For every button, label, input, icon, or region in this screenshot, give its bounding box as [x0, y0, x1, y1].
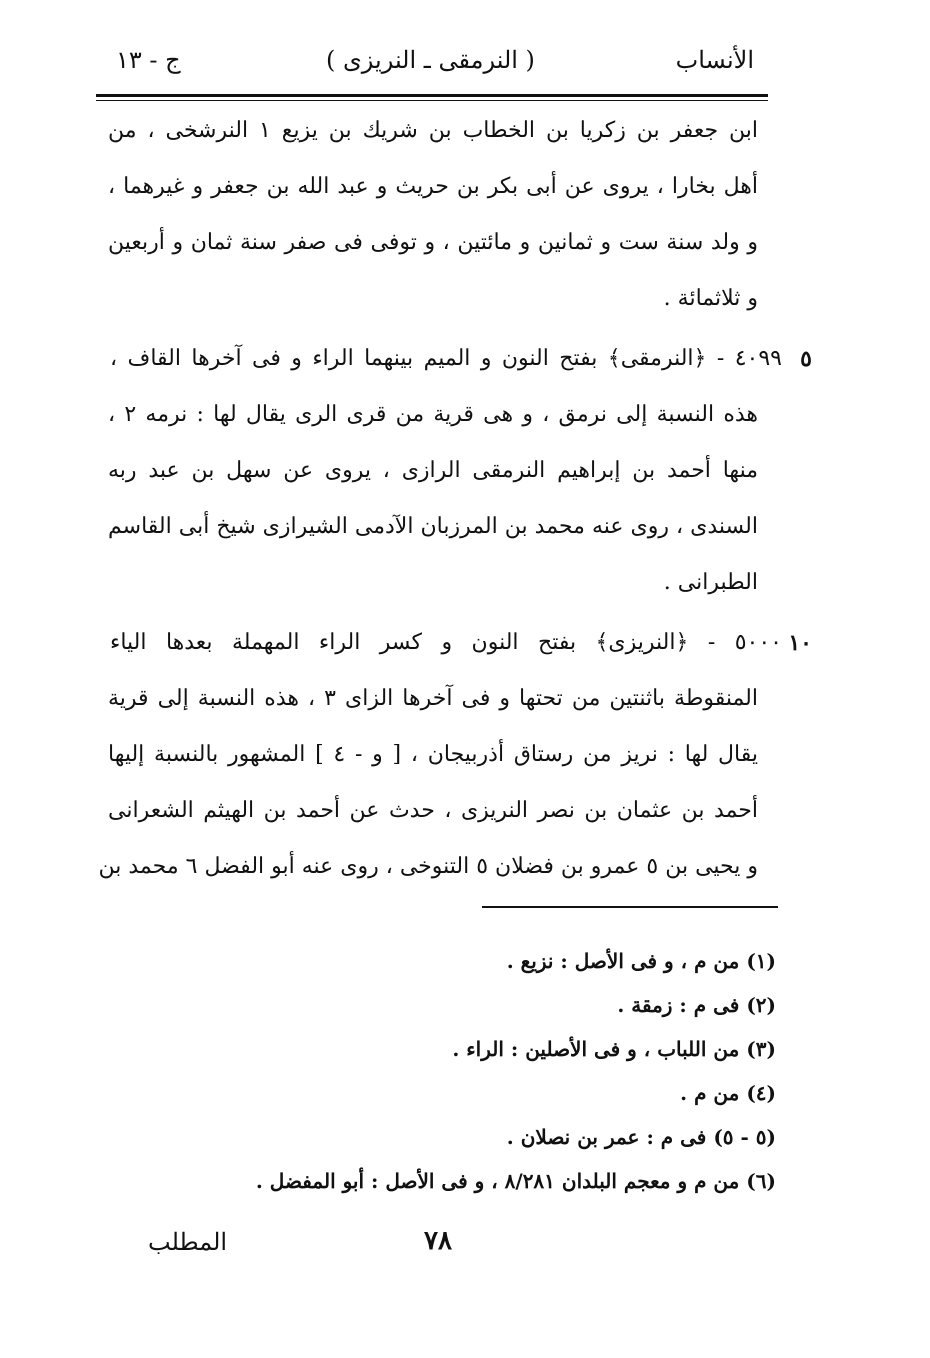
printer-signature: المطلب — [148, 1228, 228, 1256]
line-number-marker: ٥ — [800, 346, 812, 372]
header-entry-range: ( النرمقى ـ النريزى ) — [326, 46, 535, 74]
entry-heading-line: ٤٠٩٩ - ﴿النرمقى﴾ بفتح النون و الميم بينهما الراء و فى آخرها القاف ، — [110, 346, 782, 371]
text-line: الطبرانى . — [663, 570, 758, 595]
header-book-title: الأنساب — [675, 46, 754, 74]
footnote: (٦) من م و معجم البلدان ٨/٢٨١ ، و فى الأصل : أبو المفضل . — [255, 1169, 776, 1193]
footnote: (٢) فى م : زمقة . — [617, 993, 776, 1017]
text-line: يقال لها : نريز من رستاق أذربيجان ، [ و - ٤ ] المشهور بالنسبة إليها — [108, 742, 758, 767]
header-volume: ج - ١٣ — [116, 46, 181, 74]
text-line: و يحيى بن ٥ عمرو بن فضلان ٥ التنوخى ، روى عنه أبو الفضل ٦ محمد بن — [98, 854, 758, 879]
line-number-marker: ١٠ — [788, 630, 812, 656]
footnote: (٤) من م . — [680, 1081, 776, 1105]
header-rule-thin — [96, 100, 768, 101]
footnote: (١) من م ، و فى الأصل : نزيع . — [506, 949, 776, 973]
running-header — [96, 40, 760, 96]
header-rule — [96, 94, 768, 97]
text-line: هذه النسبة إلى نرمق ، و هى قرية من قرى الرى يقال لها : نرمه ٢ ، — [108, 402, 758, 427]
footnote: (٣) من اللباب ، و فى الأصلين : الراء . — [452, 1037, 776, 1061]
footnote-rule — [482, 906, 778, 908]
entry-heading-line: ٥٠٠٠ - ﴿النريزى﴾ بفتح النون و كسر الراء المهملة بعدها الياء — [110, 630, 782, 655]
text-line: أحمد بن عثمان بن نصر النريزى ، حدث عن أحمد بن الهيثم الشعرانى — [108, 798, 758, 823]
text-line: و ولد سنة ست و ثمانين و مائتين ، و توفى فى صفر سنة ثمان و أربعين — [108, 230, 758, 255]
text-line: منها أحمد بن إبراهيم النرمقى الرازى ، يروى عن سهل بن عبد ربه — [108, 458, 758, 483]
text-line: ابن جعفر بن زكريا بن الخطاب بن شريك بن يزيع ١ النرشخى ، من — [108, 118, 758, 143]
text-line: و ثلاثمائة . — [663, 286, 758, 311]
footnote: (٥ - ٥) فى م : عمر بن نصلان . — [506, 1125, 776, 1149]
text-line: المنقوطة باثنتين من تحتها و فى آخرها الزاى ٣ ، هذه النسبة إلى قرية — [108, 686, 758, 711]
page-number: ٧٨ — [424, 1226, 452, 1256]
text-line: السندى ، روى عنه محمد بن المرزبان الآدمى الشيرازى شيخ أبى القاسم — [108, 514, 758, 539]
text-line: أهل بخارا ، يروى عن أبى بكر بن حريث و عبد الله بن جعفر و غيرهما ، — [108, 174, 758, 199]
